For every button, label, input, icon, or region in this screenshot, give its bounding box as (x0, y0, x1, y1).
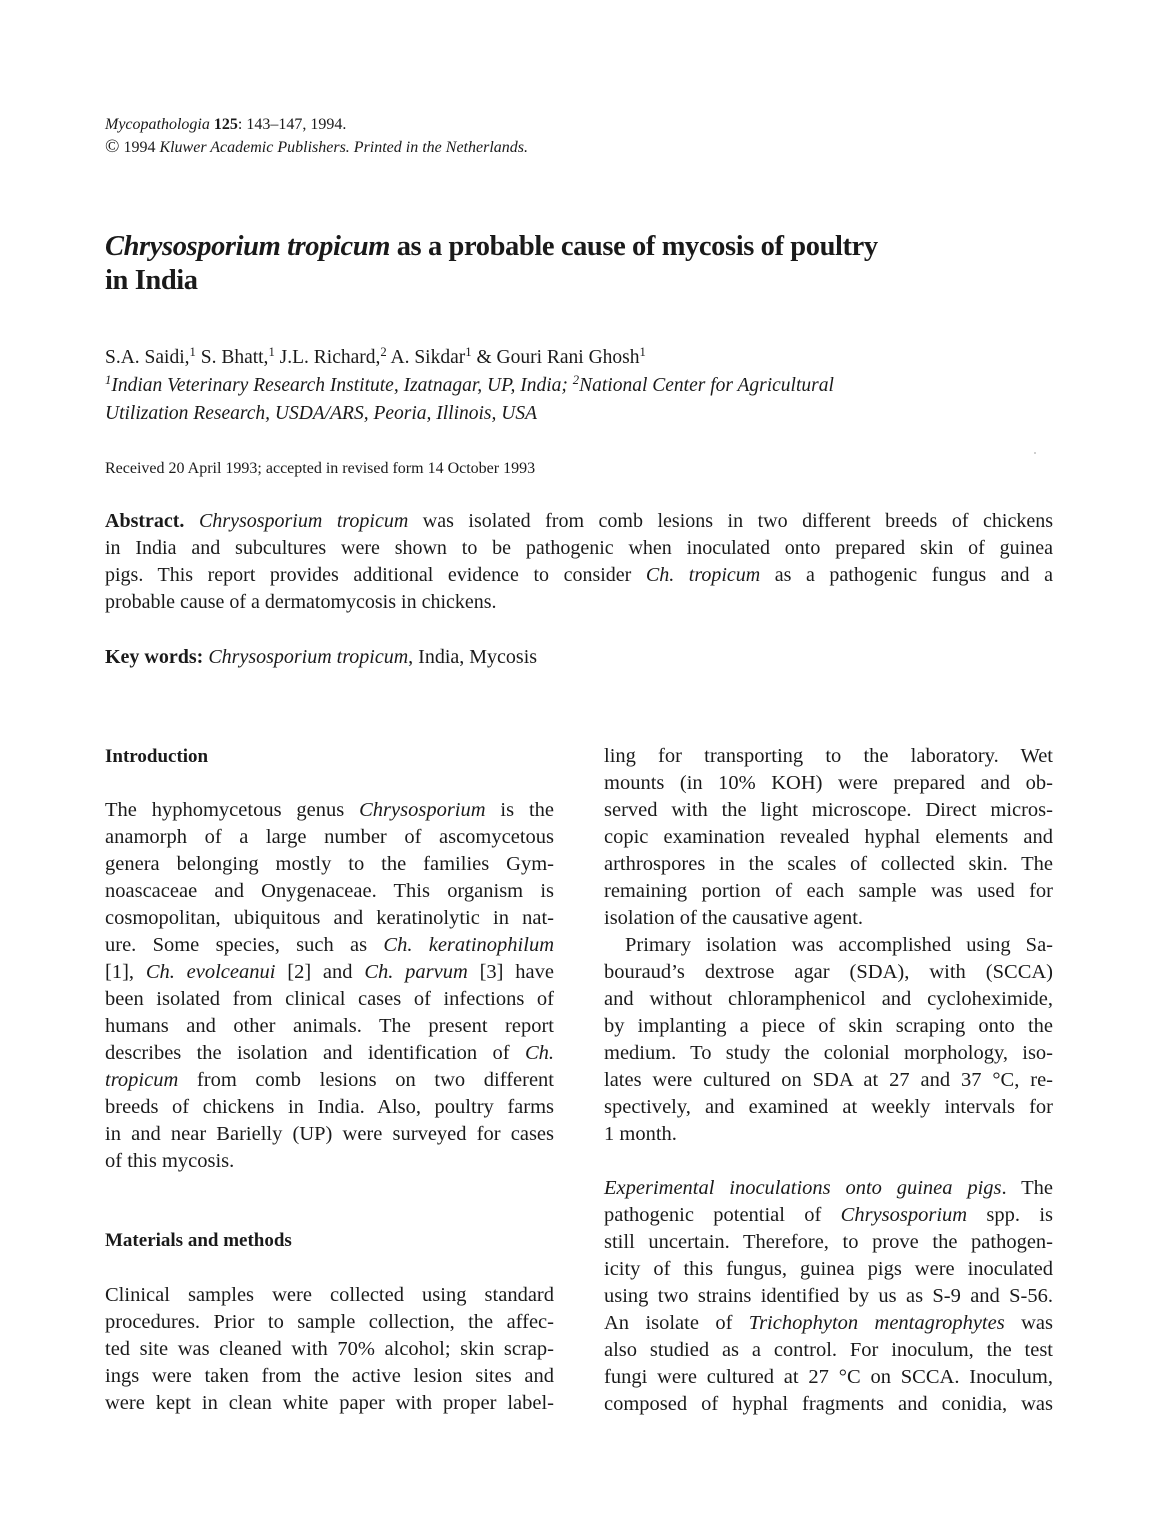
text-run: describes the isolation and identification of (105, 1042, 525, 1064)
title-species: Chrysosporium tropicum (105, 231, 390, 262)
methods-line (604, 905, 1053, 932)
methods-line (604, 986, 1053, 1013)
subsection-title: Experimental inoculations onto guinea pigs (604, 1177, 1002, 1199)
methods-line (604, 1391, 1053, 1418)
text-run: were kept in clean white paper with proper label- (105, 1392, 554, 1414)
text-run: by implanting a piece of skin scraping onto the (604, 1015, 1053, 1037)
text-run: ted site was cleaned with 70% alcohol; skin scrap- (105, 1338, 554, 1360)
text-run: . The (1001, 1177, 1053, 1199)
keywords-label: Key words: (105, 646, 204, 668)
text-run: and without chloramphenicol and cycloheximide, (604, 988, 1053, 1010)
author-name: S.A. Saidi, (105, 347, 190, 368)
text-run: been isolated from clinical cases of infections of (105, 988, 554, 1010)
methods-line (604, 770, 1053, 797)
intro-line (105, 932, 554, 959)
text-run: anamorph of a large number of ascomycetous (105, 826, 554, 848)
intro-line (105, 878, 554, 905)
abstract-line (105, 508, 1053, 535)
article-title-line-2 (105, 264, 198, 298)
text-run: isolation of the causative agent. (604, 907, 864, 929)
text-run: cosmopolitan, ubiquitous and keratinolytic in nat- (105, 907, 554, 929)
text-run: [3] have (467, 961, 554, 983)
abstract-line (105, 562, 1053, 589)
methods-line (604, 743, 1053, 770)
journal-volume: 125 (213, 116, 238, 133)
methods-line (604, 797, 1053, 824)
italic-text: Trichophyton mentagrophytes (748, 1312, 1005, 1334)
text-run: genera belonging mostly to the families Gym- (105, 853, 554, 875)
author-affil-sup: 1 (268, 345, 275, 360)
received-dates: Received 20 April 1993; accepted in revised form 14 October 1993 (105, 460, 536, 477)
text-run: procedures. Prior to sample collection, the affec- (105, 1311, 554, 1333)
text-run: from comb lesions on two different (178, 1069, 554, 1091)
intro-line (105, 905, 554, 932)
copyright-symbol: © (105, 136, 120, 157)
copyright-year: 1994 (119, 139, 160, 156)
methods-line (604, 959, 1053, 986)
journal-citation (105, 114, 346, 136)
intro-line (105, 1013, 554, 1040)
text-run: ure. Some species, such as (105, 934, 384, 956)
abstract-line (105, 589, 1053, 616)
intro-line (105, 1148, 554, 1175)
text-run: in and near Barielly (UP) were surveyed for cases (105, 1123, 554, 1145)
methods-line (604, 1067, 1053, 1094)
text-run: arthrospores in the scales of collected skin. The (604, 853, 1053, 875)
text-run: composed of hyphal fragments and conidia, was (604, 1393, 1053, 1415)
abstract-species: Ch. tropicum (645, 564, 761, 586)
methods-line (105, 1282, 554, 1309)
italic-text: Ch. keratinophilum (383, 934, 555, 956)
title-line-2: in India (105, 265, 198, 296)
section-heading-introduction: Introduction (105, 746, 209, 767)
text-run: of this mycosis. (105, 1150, 235, 1172)
methods-line (604, 1202, 1053, 1229)
publisher: Kluwer Academic Publishers. Printed in the Netherlands. (159, 139, 528, 156)
abstract-text: as a pathogenic fungus and a (760, 564, 1053, 586)
abstract-species: Chrysosporium tropicum (198, 510, 409, 532)
text-run: is the (485, 799, 555, 821)
methods-line (604, 1337, 1053, 1364)
intro-line (105, 1040, 554, 1067)
text-run: bouraud’s dextrose agar (SDA), with (SCCA) (604, 961, 1053, 983)
methods-line (604, 1175, 1053, 1202)
methods-line (604, 1013, 1053, 1040)
author-list (105, 344, 646, 371)
text-run: icity of this fungus, guinea pigs were inoculated (604, 1258, 1053, 1280)
text-run: [2] and (275, 961, 365, 983)
methods-line (604, 824, 1053, 851)
text-run: breeds of chickens in India. Also, poultry farms (105, 1096, 554, 1118)
journal-name: Mycopathologia (105, 116, 210, 133)
abstract-line (105, 535, 1053, 562)
italic-text: Ch. evolceanui (145, 961, 276, 983)
methods-line (604, 1364, 1053, 1391)
text-run: mounts (in 10% KOH) were prepared and ob- (604, 772, 1053, 794)
text-run: ling for transporting to the laboratory. Wet (604, 745, 1053, 767)
methods-line (105, 1309, 554, 1336)
methods-line (604, 1283, 1053, 1310)
keyword-species: Chrysosporium tropicum (208, 646, 409, 668)
affiliation-line-2 (105, 400, 537, 427)
abstract-text: was isolated from comb lesions in two different breeds of chickens (408, 510, 1053, 532)
methods-line (604, 1256, 1053, 1283)
keywords (105, 644, 537, 671)
author-affil-sup: 1 (465, 345, 472, 360)
scan-speck (1034, 452, 1036, 454)
italic-text: tropicum (105, 1069, 179, 1091)
text-run: fungi were cultured at 27 °C on SCCA. Inoculum, (604, 1366, 1053, 1388)
text-run: served with the light microscope. Direct micros- (604, 799, 1053, 821)
affiliation-line-1 (105, 372, 834, 399)
intro-line (105, 1094, 554, 1121)
affil-sup: 1 (105, 373, 112, 388)
intro-line (105, 1067, 554, 1094)
text-run: using two strains identified by us as S-9 and S-56. (604, 1285, 1053, 1307)
italic-text: Ch. (524, 1042, 554, 1064)
methods-line (604, 1229, 1053, 1256)
methods-line (105, 1390, 554, 1417)
text-run: Clinical samples were collected using standard (105, 1284, 554, 1306)
abstract-text: probable cause of a dermatomycosis in chickens. (105, 591, 497, 613)
author-affil-sup: 1 (189, 345, 196, 360)
intro-line (105, 959, 554, 986)
methods-line (604, 932, 1053, 959)
text-run: still uncertain. Therefore, to prove the pathogen- (604, 1231, 1053, 1253)
author-affil-sup: 1 (639, 345, 646, 360)
text-run: lates were cultured on SDA at 27 and 37 °C, re- (604, 1069, 1053, 1091)
text-run: remaining portion of each sample was used for (604, 880, 1053, 902)
methods-line (604, 1094, 1053, 1121)
section-heading-materials-methods: Materials and methods (105, 1230, 292, 1251)
methods-line (604, 851, 1053, 878)
journal-pages-year: : 143–147, 1994. (237, 116, 347, 133)
affiliation-2: National Center for Agricultural (579, 375, 834, 396)
keywords-rest: , India, Mycosis (408, 646, 538, 668)
methods-line (604, 1121, 1053, 1148)
text-run: medium. To study the colonial morphology, iso- (604, 1042, 1053, 1064)
text-run: spectively, and examined at weekly intervals for (604, 1096, 1053, 1118)
text-run: humans and other animals. The present report (105, 1015, 554, 1037)
italic-text: Chrysosporium (359, 799, 486, 821)
intro-line (105, 824, 554, 851)
article-title-line-1 (105, 230, 878, 264)
abstract-text: pigs. This report provides additional evidence to consider (105, 564, 646, 586)
methods-line (105, 1336, 554, 1363)
affiliation-1: Indian Veterinary Research Institute, Izatnagar, UP, India; (111, 375, 568, 396)
methods-line (105, 1363, 554, 1390)
abstract-text: in India and subcultures were shown to be pathogenic when inoculated onto prepared skin of guinea (105, 537, 1053, 559)
author-name: S. Bhatt, (195, 347, 269, 368)
text-run: Primary isolation was accomplished using Sa- (625, 934, 1053, 956)
intro-line (105, 1121, 554, 1148)
intro-line (105, 851, 554, 878)
methods-line (604, 878, 1053, 905)
title-rest: as a probable cause of mycosis of poultry (389, 231, 878, 262)
text-run: ings were taken from the active lesion sites and (105, 1365, 554, 1387)
italic-text: Ch. parvum (364, 961, 468, 983)
intro-line (105, 986, 554, 1013)
text-run: The hyphomycetous genus (105, 799, 360, 821)
author-name: A. Sikdar (386, 347, 466, 368)
text-run: pathogenic potential of (604, 1204, 841, 1226)
affiliation-2-cont: Utilization Research, USDA/ARS, Peoria, Illinois, USA (105, 403, 538, 424)
text-run: copic examination revealed hyphal elements and (604, 826, 1053, 848)
methods-line (604, 1040, 1053, 1067)
author-affil-sup: 2 (380, 345, 387, 360)
copyright-line (105, 136, 528, 159)
text-run: noascaceae and Onygenaceae. This organism is (105, 880, 554, 902)
text-run: 1 month. (604, 1123, 677, 1145)
author-name: & Gouri Rani Ghosh (471, 347, 640, 368)
abstract-label: Abstract. (105, 510, 185, 532)
affil-sup: 2 (572, 373, 580, 388)
methods-line (604, 1310, 1053, 1337)
text-run: was (1004, 1312, 1053, 1334)
italic-text: Chrysosporium (840, 1204, 968, 1226)
text-run: spp. is (967, 1204, 1053, 1226)
intro-line (105, 797, 554, 824)
author-name: J.L. Richard, (274, 347, 381, 368)
text-run: [1], (105, 961, 146, 983)
text-run: also studied as a control. For inoculum, the test (604, 1339, 1053, 1361)
text-run: An isolate of (604, 1312, 749, 1334)
